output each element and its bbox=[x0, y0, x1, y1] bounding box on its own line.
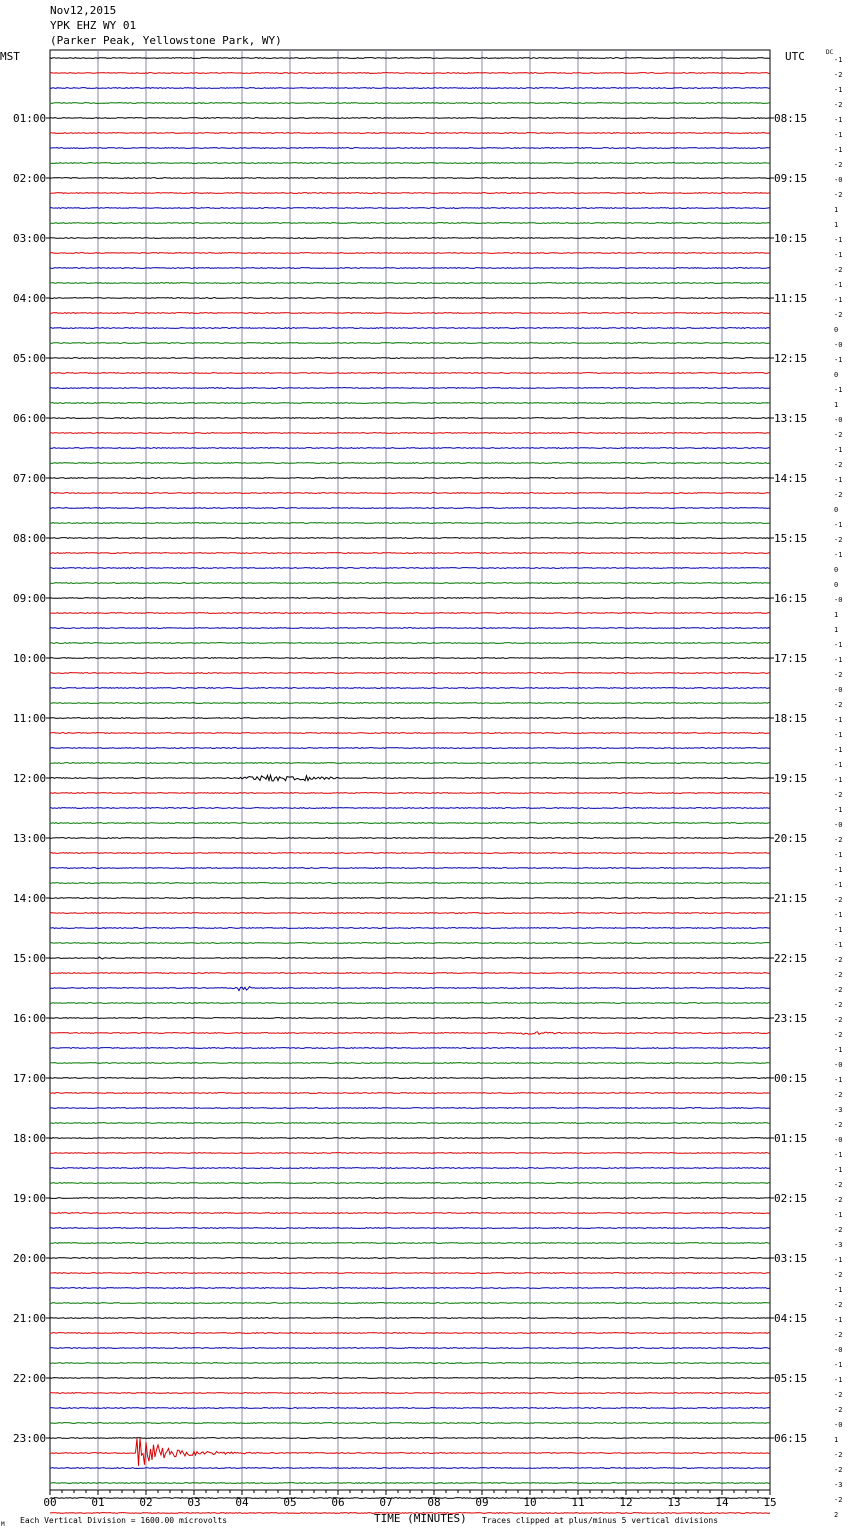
left-hour-label: 06:00 bbox=[13, 412, 47, 425]
trace-row bbox=[50, 943, 770, 944]
right-hour-label: 10:15 bbox=[774, 232, 808, 245]
trace-row bbox=[50, 388, 770, 389]
row-offset-label: -1 bbox=[834, 1316, 843, 1324]
trace-row bbox=[50, 808, 770, 809]
row-offset-label: -2 bbox=[834, 71, 843, 79]
right-hour-label: 05:15 bbox=[774, 1372, 808, 1385]
row-offset-label: -2 bbox=[834, 1406, 843, 1414]
row-offset-label: -1 bbox=[834, 1166, 843, 1174]
trace-row bbox=[50, 1438, 770, 1466]
row-offset-label: 0 bbox=[834, 581, 839, 589]
x-tick-label: 12 bbox=[619, 1496, 633, 1509]
row-offset-label: -1 bbox=[834, 911, 843, 919]
trace-row bbox=[50, 73, 770, 74]
left-hour-label: 22:00 bbox=[13, 1372, 47, 1385]
trace-row bbox=[50, 1468, 770, 1469]
trace-row bbox=[50, 328, 770, 329]
trace-row bbox=[50, 1348, 770, 1349]
trace-row bbox=[50, 298, 770, 299]
left-hour-label: 18:00 bbox=[13, 1132, 47, 1145]
clip-note: Traces clipped at plus/minus 5 vertical divisions bbox=[482, 1516, 719, 1525]
row-offset-label: -1 bbox=[834, 56, 843, 64]
row-offset-label: -1 bbox=[834, 446, 843, 454]
trace-row bbox=[50, 88, 770, 89]
trace-row bbox=[50, 718, 770, 719]
row-offset-label: -1 bbox=[834, 236, 843, 244]
row-offset-label: -2 bbox=[834, 431, 843, 439]
trace-row bbox=[50, 103, 770, 104]
left-hour-label: 15:00 bbox=[13, 952, 47, 965]
trace-row bbox=[50, 58, 770, 59]
row-offset-label: -1 bbox=[834, 1286, 843, 1294]
row-offset-label: -2 bbox=[834, 1121, 843, 1129]
station-location: (Parker Peak, Yellowstone Park, WY) bbox=[50, 34, 282, 47]
row-offset-label: -1 bbox=[834, 716, 843, 724]
trace-row bbox=[50, 748, 770, 749]
trace-row bbox=[50, 1423, 770, 1424]
trace-row bbox=[50, 553, 770, 554]
row-offset-label: 1 bbox=[834, 1436, 839, 1444]
row-offset-label: -2 bbox=[834, 1496, 843, 1504]
trace-row bbox=[50, 733, 770, 734]
left-hour-label: 16:00 bbox=[13, 1012, 47, 1025]
right-hour-label: 11:15 bbox=[774, 292, 808, 305]
trace-row bbox=[50, 508, 770, 509]
right-hour-label: 06:15 bbox=[774, 1432, 808, 1445]
trace-row bbox=[50, 883, 770, 884]
trace-row bbox=[50, 238, 770, 239]
left-hour-label: 08:00 bbox=[13, 532, 47, 545]
trace-row bbox=[50, 358, 770, 359]
trace-row bbox=[50, 1333, 770, 1334]
trace-row bbox=[50, 1063, 770, 1064]
row-offset-label: -2 bbox=[834, 461, 843, 469]
trace-row bbox=[50, 1123, 770, 1124]
row-offset-label: -2 bbox=[834, 791, 843, 799]
row-offset-label: -2 bbox=[834, 536, 843, 544]
row-offset-label: -2 bbox=[834, 311, 843, 319]
trace-row bbox=[50, 868, 770, 869]
trace-row bbox=[50, 928, 770, 929]
row-offset-label: -1 bbox=[834, 1256, 843, 1264]
right-hour-label: 15:15 bbox=[774, 532, 808, 545]
row-offset-label: -1 bbox=[834, 1046, 843, 1054]
trace-row bbox=[50, 987, 770, 991]
trace-row bbox=[50, 283, 770, 284]
row-offset-label: -2 bbox=[834, 671, 843, 679]
trace-row bbox=[50, 208, 770, 209]
row-offset-label: -2 bbox=[834, 1196, 843, 1204]
row-offset-label: -2 bbox=[834, 701, 843, 709]
trace-row bbox=[50, 775, 770, 781]
trace-row bbox=[50, 1408, 770, 1409]
trace-row bbox=[50, 1258, 770, 1259]
row-offset-label: -2 bbox=[834, 101, 843, 109]
row-offset-label: 2 bbox=[834, 1511, 839, 1519]
trace-row bbox=[50, 793, 770, 794]
trace-row bbox=[50, 703, 770, 704]
trace-row bbox=[50, 598, 770, 599]
row-offset-label: -2 bbox=[834, 191, 843, 199]
row-offset-label: 0 bbox=[834, 506, 839, 514]
trace-row bbox=[50, 853, 770, 854]
left-hour-label: 20:00 bbox=[13, 1252, 47, 1265]
row-offset-label: -1 bbox=[834, 866, 843, 874]
right-hour-label: 12:15 bbox=[774, 352, 808, 365]
trace-row bbox=[50, 1393, 770, 1394]
left-hour-label: 23:00 bbox=[13, 1432, 47, 1445]
left-hour-label: 12:00 bbox=[13, 772, 47, 785]
left-timezone-label: MST bbox=[0, 50, 20, 63]
row-offset-label: -2 bbox=[834, 1391, 843, 1399]
trace-row bbox=[50, 913, 770, 914]
row-offset-label: -2 bbox=[834, 1331, 843, 1339]
left-hour-label: 14:00 bbox=[13, 892, 47, 905]
row-offset-label: -0 bbox=[834, 686, 843, 694]
left-hour-label: 10:00 bbox=[13, 652, 47, 665]
trace-row bbox=[50, 223, 770, 224]
trace-row bbox=[50, 163, 770, 164]
x-tick-label: 04 bbox=[235, 1496, 249, 1509]
row-offset-label: -1 bbox=[834, 251, 843, 259]
left-hour-label: 05:00 bbox=[13, 352, 47, 365]
trace-row bbox=[50, 583, 770, 584]
row-offset-label: -2 bbox=[834, 1466, 843, 1474]
trace-row bbox=[50, 1273, 770, 1274]
row-offset-label: -2 bbox=[834, 1226, 843, 1234]
row-offset-label: -1 bbox=[834, 386, 843, 394]
row-offset-label: -2 bbox=[834, 491, 843, 499]
x-tick-label: 05 bbox=[283, 1496, 297, 1509]
trace-row bbox=[50, 1078, 770, 1079]
scale-note: Each Vertical Division = 1600.00 microvolts bbox=[20, 1516, 228, 1525]
trace-row bbox=[50, 1498, 770, 1499]
row-offset-label: 0 bbox=[834, 326, 839, 334]
trace-row bbox=[50, 133, 770, 134]
trace-row bbox=[50, 628, 770, 629]
trace-row bbox=[50, 1438, 770, 1439]
x-tick-label: 11 bbox=[571, 1496, 585, 1509]
row-offset-label: -1 bbox=[834, 86, 843, 94]
row-offset-label: -3 bbox=[834, 1106, 843, 1114]
left-hour-label: 02:00 bbox=[13, 172, 47, 185]
left-hour-label: 07:00 bbox=[13, 472, 47, 485]
row-offset-label: -0 bbox=[834, 1136, 843, 1144]
x-tick-label: 02 bbox=[139, 1496, 153, 1509]
trace-row bbox=[50, 1318, 770, 1319]
row-offset-label: -1 bbox=[834, 1151, 843, 1159]
row-offset-label: -2 bbox=[834, 266, 843, 274]
trace-row bbox=[50, 403, 770, 404]
plot-date: Nov12,2015 bbox=[50, 4, 117, 17]
right-hour-label: 08:15 bbox=[774, 112, 808, 125]
row-offset-label: -1 bbox=[834, 641, 843, 649]
trace-row bbox=[50, 418, 770, 419]
row-offset-label: -2 bbox=[834, 1301, 843, 1309]
trace-row bbox=[50, 823, 770, 824]
right-hour-label: 19:15 bbox=[774, 772, 808, 785]
trace-row bbox=[50, 643, 770, 644]
row-offset-label: -1 bbox=[834, 1361, 843, 1369]
trace-row bbox=[50, 373, 770, 374]
left-hour-label: 13:00 bbox=[13, 832, 47, 845]
row-offset-label: 1 bbox=[834, 221, 839, 229]
right-hour-label: 14:15 bbox=[774, 472, 808, 485]
trace-row bbox=[50, 463, 770, 464]
row-offset-label: 1 bbox=[834, 401, 839, 409]
row-offset-label: -1 bbox=[834, 131, 843, 139]
trace-row bbox=[50, 1003, 770, 1004]
trace-row bbox=[50, 673, 770, 674]
row-offset-label: -2 bbox=[834, 1181, 843, 1189]
x-tick-label: 14 bbox=[715, 1496, 729, 1509]
trace-row bbox=[50, 343, 770, 344]
row-offset-label: -0 bbox=[834, 1346, 843, 1354]
row-offset-label: -2 bbox=[834, 971, 843, 979]
station-code: YPK EHZ WY 01 bbox=[50, 19, 137, 32]
row-offset-label: -0 bbox=[834, 596, 843, 604]
row-offset-label: -1 bbox=[834, 296, 843, 304]
right-hour-label: 01:15 bbox=[774, 1132, 808, 1145]
row-offset-label: -1 bbox=[834, 281, 843, 289]
row-offset-label: -1 bbox=[834, 806, 843, 814]
trace-row bbox=[50, 523, 770, 524]
row-offset-label: -1 bbox=[834, 731, 843, 739]
trace-row bbox=[50, 1153, 770, 1154]
x-tick-label: 15 bbox=[763, 1496, 777, 1509]
left-hour-label: 19:00 bbox=[13, 1192, 47, 1205]
trace-row bbox=[50, 613, 770, 614]
row-offset-label: -1 bbox=[834, 1076, 843, 1084]
trace-row bbox=[50, 193, 770, 194]
row-offset-label: -2 bbox=[834, 161, 843, 169]
row-offset-label: -2 bbox=[834, 836, 843, 844]
trace-row bbox=[50, 493, 770, 494]
trace-row bbox=[50, 898, 770, 899]
trace-row bbox=[50, 253, 770, 254]
trace-row bbox=[50, 1168, 770, 1169]
trace-row bbox=[50, 688, 770, 689]
trace-row bbox=[50, 1198, 770, 1199]
row-offset-label: -1 bbox=[834, 116, 843, 124]
row-offset-label: -2 bbox=[834, 1451, 843, 1459]
trace-row bbox=[50, 838, 770, 839]
trace-row bbox=[50, 118, 770, 119]
trace-row bbox=[50, 568, 770, 569]
row-offset-label: -2 bbox=[834, 1091, 843, 1099]
row-offset-label: -0 bbox=[834, 1061, 843, 1069]
right-hour-label: 16:15 bbox=[774, 592, 808, 605]
row-offset-label: -0 bbox=[834, 416, 843, 424]
dc-offset-label: DC bbox=[826, 49, 834, 56]
row-offset-label: -1 bbox=[834, 926, 843, 934]
x-tick-label: 07 bbox=[379, 1496, 393, 1509]
trace-row bbox=[50, 478, 770, 479]
right-hour-label: 17:15 bbox=[774, 652, 808, 665]
trace-row bbox=[50, 148, 770, 149]
row-offset-label: -1 bbox=[834, 146, 843, 154]
corner-mark: M bbox=[1, 1521, 5, 1528]
trace-row bbox=[50, 1243, 770, 1244]
trace-row bbox=[50, 957, 770, 959]
row-offset-label: -1 bbox=[834, 746, 843, 754]
trace-row bbox=[50, 1138, 770, 1139]
x-tick-label: 13 bbox=[667, 1496, 681, 1509]
row-offset-label: -2 bbox=[834, 1016, 843, 1024]
row-offset-label: -2 bbox=[834, 956, 843, 964]
x-tick-label: 10 bbox=[523, 1496, 537, 1509]
row-offset-label: -2 bbox=[834, 986, 843, 994]
trace-row bbox=[50, 448, 770, 449]
row-offset-label: -1 bbox=[834, 356, 843, 364]
trace-row bbox=[50, 1018, 770, 1019]
trace-row bbox=[50, 1378, 770, 1379]
trace-row bbox=[50, 1183, 770, 1184]
trace-row bbox=[50, 1288, 770, 1289]
trace-row bbox=[50, 178, 770, 179]
row-offset-label: -2 bbox=[834, 1271, 843, 1279]
row-offset-label: -1 bbox=[834, 761, 843, 769]
right-hour-label: 00:15 bbox=[774, 1072, 808, 1085]
left-hour-label: 04:00 bbox=[13, 292, 47, 305]
row-offset-label: -1 bbox=[834, 656, 843, 664]
row-offset-label: 0 bbox=[834, 566, 839, 574]
row-offset-label: 1 bbox=[834, 206, 839, 214]
trace-row bbox=[50, 1228, 770, 1229]
trace-row bbox=[50, 1032, 770, 1035]
row-offset-label: -1 bbox=[834, 881, 843, 889]
right-hour-label: 18:15 bbox=[774, 712, 808, 725]
row-offset-label: -1 bbox=[834, 521, 843, 529]
trace-row bbox=[50, 658, 770, 659]
right-hour-label: 21:15 bbox=[774, 892, 808, 905]
right-hour-label: 02:15 bbox=[774, 1192, 808, 1205]
row-offset-label: -1 bbox=[834, 551, 843, 559]
plot-frame bbox=[50, 50, 770, 1490]
row-offset-label: -0 bbox=[834, 341, 843, 349]
right-hour-label: 13:15 bbox=[774, 412, 808, 425]
row-offset-label: 1 bbox=[834, 626, 839, 634]
row-offset-label: -1 bbox=[834, 1376, 843, 1384]
row-offset-label: 1 bbox=[834, 611, 839, 619]
right-hour-label: 09:15 bbox=[774, 172, 808, 185]
row-offset-label: -1 bbox=[834, 851, 843, 859]
row-offset-label: -0 bbox=[834, 821, 843, 829]
trace-row bbox=[50, 763, 770, 764]
right-hour-label: 23:15 bbox=[774, 1012, 808, 1025]
row-offset-label: -1 bbox=[834, 476, 843, 484]
left-hour-label: 09:00 bbox=[13, 592, 47, 605]
trace-row bbox=[50, 973, 770, 974]
row-offset-label: -2 bbox=[834, 896, 843, 904]
trace-row bbox=[50, 1483, 770, 1484]
left-hour-label: 01:00 bbox=[13, 112, 47, 125]
left-hour-label: 17:00 bbox=[13, 1072, 47, 1085]
right-hour-label: 20:15 bbox=[774, 832, 808, 845]
x-tick-label: 09 bbox=[475, 1496, 489, 1509]
right-hour-label: 22:15 bbox=[774, 952, 808, 965]
right-hour-label: 03:15 bbox=[774, 1252, 808, 1265]
row-offset-label: -1 bbox=[834, 941, 843, 949]
row-offset-label: -0 bbox=[834, 176, 843, 184]
trace-row bbox=[50, 1048, 770, 1049]
x-tick-label: 03 bbox=[187, 1496, 201, 1509]
left-hour-label: 21:00 bbox=[13, 1312, 47, 1325]
x-tick-label: 06 bbox=[331, 1496, 345, 1509]
right-hour-label: 04:15 bbox=[774, 1312, 808, 1325]
trace-row bbox=[50, 1303, 770, 1304]
trace-row bbox=[50, 1108, 770, 1109]
left-hour-label: 11:00 bbox=[13, 712, 47, 725]
row-offset-label: -1 bbox=[834, 1211, 843, 1219]
trace-row bbox=[50, 538, 770, 539]
row-offset-label: -2 bbox=[834, 1001, 843, 1009]
x-tick-label: 08 bbox=[427, 1496, 441, 1509]
x-axis-title: TIME (MINUTES) bbox=[374, 1512, 467, 1525]
trace-row bbox=[50, 1363, 770, 1364]
x-tick-label: 01 bbox=[91, 1496, 105, 1509]
trace-row bbox=[50, 313, 770, 314]
trace-row bbox=[50, 433, 770, 434]
row-offset-label: -0 bbox=[834, 1421, 843, 1429]
x-tick-label: 00 bbox=[43, 1496, 57, 1509]
right-timezone-label: UTC bbox=[785, 50, 805, 63]
row-offset-label: -3 bbox=[834, 1241, 843, 1249]
row-offset-label: -2 bbox=[834, 1031, 843, 1039]
left-hour-label: 03:00 bbox=[13, 232, 47, 245]
trace-row bbox=[50, 1093, 770, 1094]
trace-row bbox=[50, 268, 770, 269]
trace-row bbox=[50, 1213, 770, 1214]
row-offset-label: -1 bbox=[834, 776, 843, 784]
row-offset-label: 0 bbox=[834, 371, 839, 379]
row-offset-label: -3 bbox=[834, 1481, 843, 1489]
